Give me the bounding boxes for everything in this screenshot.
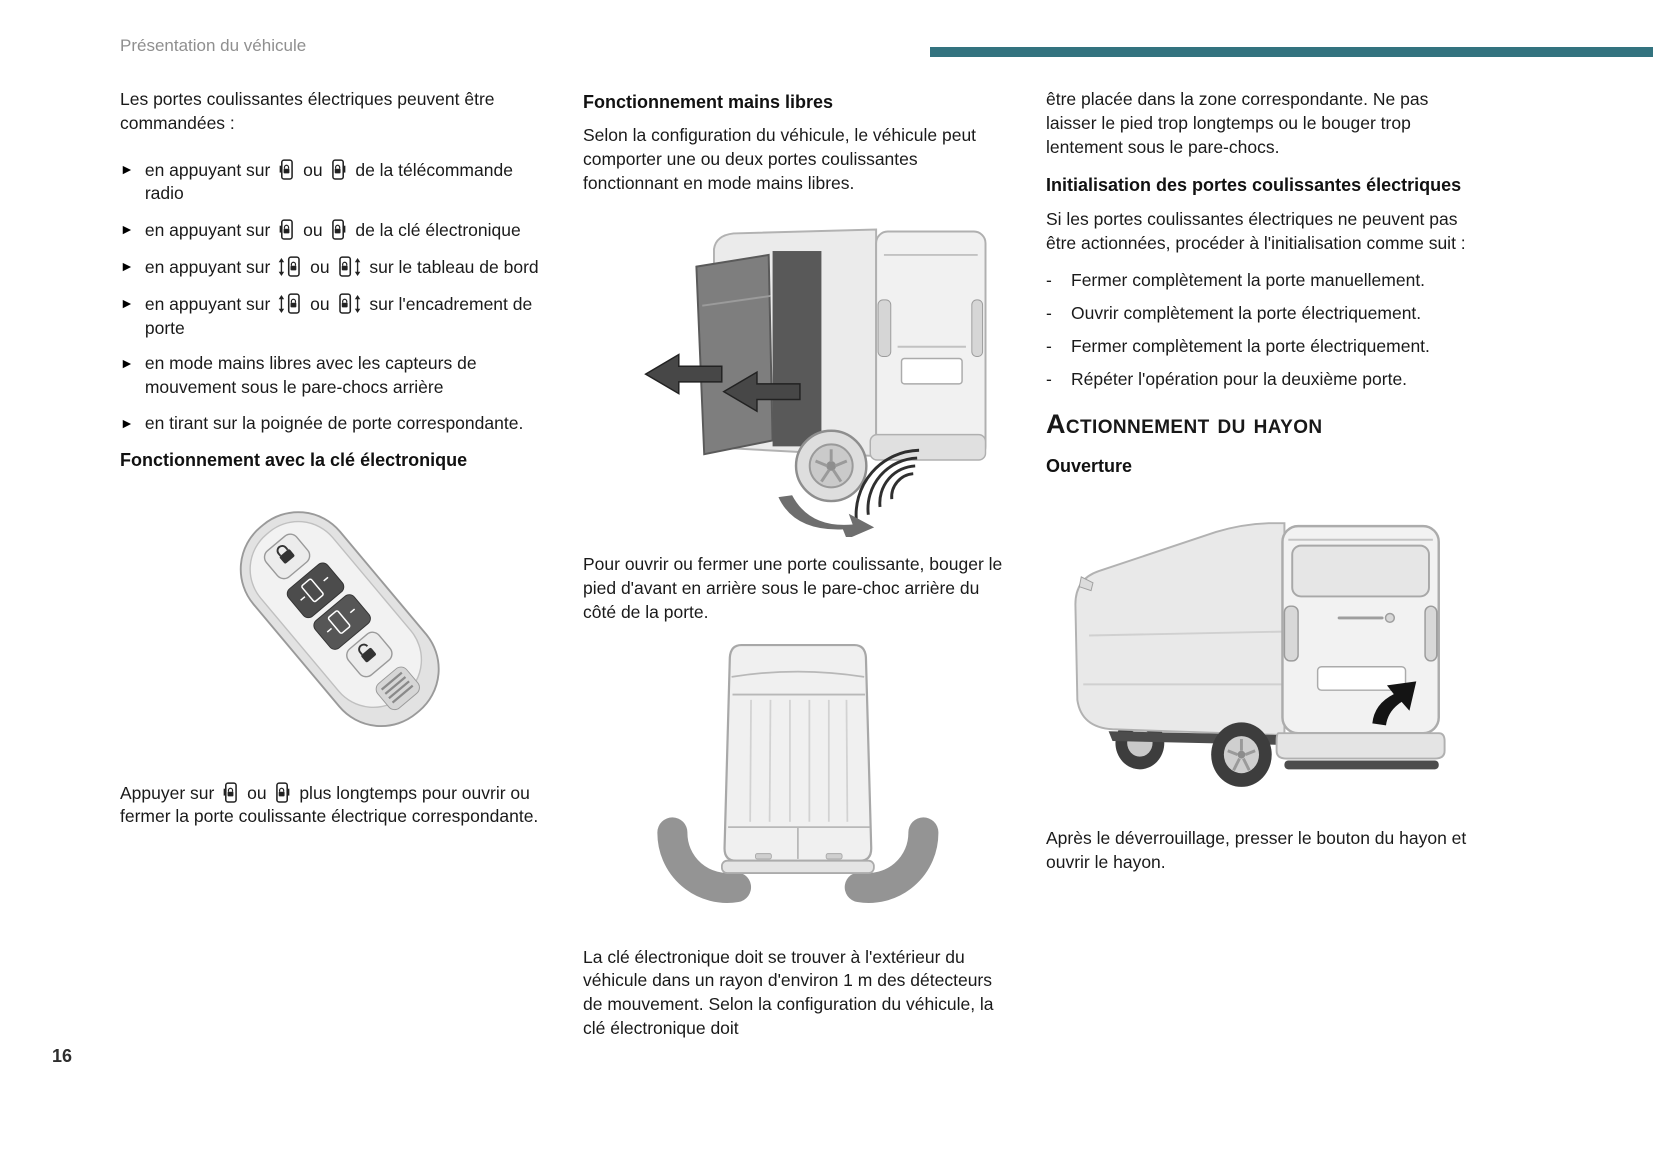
- sliding-door-left-arrows-icon: [277, 292, 303, 316]
- sliding-door-left-arrows-icon: [277, 255, 303, 279]
- step-text: Fermer complètement la porte manuellement.: [1071, 270, 1426, 291]
- bullet-text: [145, 292, 547, 341]
- sliding-door-left-lock-icon: [277, 218, 296, 242]
- note-text-part: plus longtemps pour ouvrir ou fermer la porte coulissante électrique correspondante.: [120, 782, 539, 827]
- paragraph: Pour ouvrir ou fermer une porte coulissante, bouger le pied d'avant en arrière sous le pare-choc arrière du côté de la porte.: [583, 554, 1003, 622]
- triangle-bullet-icon: ►: [120, 355, 134, 372]
- figure-tailgate: [1046, 489, 1473, 811]
- triangle-bullet-icon: ►: [120, 294, 134, 311]
- sliding-door-left-lock-icon: [277, 158, 296, 182]
- content-columns: [120, 88, 1473, 1055]
- list-item: [120, 352, 547, 400]
- dash-bullet: -: [1046, 303, 1052, 324]
- breadcrumb: Présentation du véhicule: [120, 36, 307, 55]
- list-item: [120, 412, 547, 436]
- bullet-text: en mode mains libres avec les capteurs de mouvement sous le pare-chocs arrière: [144, 353, 477, 398]
- sliding-door-right-lock-icon: [329, 218, 348, 242]
- van-rear-illustration: [1050, 489, 1470, 811]
- step-text: Fermer complètement la porte électriquement.: [1071, 336, 1430, 357]
- bullet-text-part: en appuyant sur: [144, 293, 271, 314]
- bullet-text-part: en appuyant sur: [144, 256, 271, 277]
- intro-paragraph: Les portes coulissantes électriques peuvent être commandées :: [120, 89, 495, 133]
- bullet-text-part: de la télécommande radio: [144, 159, 513, 204]
- list-item: [120, 218, 547, 243]
- bullet-text-part: ou: [310, 256, 330, 277]
- sliding-door-right-arrows-icon: [336, 292, 362, 316]
- column-right: [1046, 88, 1473, 1055]
- column-middle: [583, 88, 1010, 1055]
- bullet-text-part: sur l'encadrement de porte: [144, 293, 533, 338]
- triangle-bullet-icon: ►: [120, 160, 134, 177]
- subheading-initialisation: Initialisation des portes coulissantes électriques: [1046, 175, 1462, 196]
- list-item: [1046, 368, 1473, 392]
- dash-bullet: -: [1046, 336, 1052, 357]
- paragraph: être placée dans la zone correspondante. Ne pas laisser le pied trop longtemps ou le bouger trop lentement sous le pare-chocs.: [1046, 89, 1429, 157]
- bullet-text-part: ou: [310, 293, 330, 314]
- dash-bullet: -: [1046, 368, 1052, 389]
- sliding-door-right-lock-icon: [273, 781, 292, 805]
- bullet-text-part: en appuyant sur: [144, 220, 271, 241]
- header-accent-bar: [930, 47, 1653, 57]
- bullet-text: en tirant sur la poignée de porte correspondante.: [144, 412, 524, 433]
- step-text: Répéter l'opération pour la deuxième porte.: [1071, 368, 1408, 389]
- list-item: [1046, 302, 1473, 326]
- figure-electronic-key: [120, 482, 547, 764]
- triangle-bullet-icon: ►: [120, 221, 134, 238]
- van-sliding-door-illustration: [587, 210, 1007, 537]
- bullet-text-part: en appuyant sur: [144, 159, 271, 180]
- electronic-key-illustration: [174, 482, 494, 764]
- figure-hands-free-door: [583, 210, 1010, 537]
- sliding-door-right-arrows-icon: [336, 255, 362, 279]
- list-item: [120, 292, 547, 341]
- subheading-hands-free: Fonctionnement mains libres: [583, 92, 834, 112]
- bullet-text: [145, 158, 547, 207]
- van-top-view-illustration: [607, 638, 987, 903]
- page-number: 16: [52, 1046, 73, 1066]
- triangle-bullet-icon: ►: [120, 414, 134, 431]
- initialisation-steps: [1046, 269, 1473, 391]
- dash-bullet: -: [1046, 270, 1052, 291]
- paragraph: Après le déverrouillage, presser le bouton du hayon et ouvrir le hayon.: [1046, 828, 1467, 872]
- sliding-door-left-lock-icon: [221, 781, 240, 805]
- bullet-text-part: de la clé électronique: [355, 220, 521, 241]
- section-heading-tailgate: Actionnement du hayon: [1046, 408, 1323, 439]
- column-left: [120, 88, 547, 1055]
- key-note-paragraph: [120, 781, 547, 830]
- bullet-text-part: ou: [303, 159, 323, 180]
- bullet-text-part: sur le tableau de bord: [369, 256, 539, 277]
- paragraph: Si les portes coulissantes électriques ne peuvent pas être actionnées, procéder à l'initialisation comme suit :: [1046, 208, 1466, 253]
- bullet-text: [145, 218, 547, 243]
- list-item: [1046, 335, 1473, 359]
- subheading-electronic-key: Fonctionnement avec la clé électronique: [120, 449, 468, 470]
- bullet-text: [145, 255, 547, 280]
- subheading-opening: Ouverture: [1046, 456, 1133, 477]
- note-text-part: ou: [247, 782, 267, 803]
- note-text-part: Appuyer sur: [120, 782, 215, 803]
- bullet-text-part: ou: [303, 220, 323, 241]
- paragraph: Selon la configuration du véhicule, le véhicule peut comporter une ou deux portes coulissantes fonctionnant en mode mains libres.: [583, 125, 977, 194]
- list-item: [120, 255, 547, 280]
- list-item: [120, 158, 547, 207]
- step-text: Ouvrir complètement la porte électriquement.: [1071, 303, 1422, 324]
- command-list: [120, 158, 547, 436]
- paragraph: La clé électronique doit se trouver à l'extérieur du véhicule dans un rayon d'environ 1 m des détecteurs de mouvement. Selon la configuration du véhicule, la clé électronique doit: [583, 946, 994, 1038]
- sliding-door-right-lock-icon: [329, 158, 348, 182]
- list-item: [1046, 269, 1473, 293]
- figure-detection-zones: [583, 638, 1010, 903]
- triangle-bullet-icon: ►: [120, 257, 134, 274]
